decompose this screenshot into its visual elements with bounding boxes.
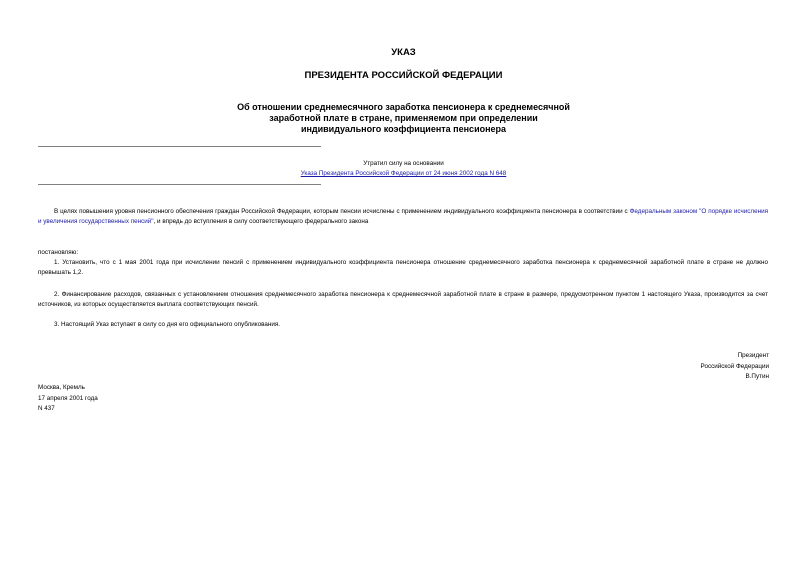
divider-bottom [38,184,321,185]
item-1: 1. Установить, что с 1 мая 2001 года при исчислении пенсий с применением индивидуального коэффициента пенсионера отношение среднемесячного заработка пенсионера к среднемесячной заработной плате в стране не должно превышать 1,2. [38,259,768,276]
preamble-text-end: , и впредь до вступления в силу соответствующего федерального закона [153,218,369,225]
signature-position: Президент [737,352,769,359]
divider-top [38,146,321,147]
document-title-line: Об отношении среднемесячного заработка пенсионера к среднемесячной [237,102,570,112]
repeal-decree-link[interactable]: Указа Президента Российской Федерации от 24 июня 2002 года N 648 [300,170,507,177]
decree-label: УКАЗ [391,47,416,58]
item-3: 3. Настоящий Указ вступает в силу со дня его официального опубликования. [54,321,281,328]
document-date: 17 апреля 2001 года [38,394,98,402]
place-city: Москва, Кремль [38,384,85,391]
document-title-line: заработной плате в стране, применяемом при определении [269,113,538,123]
preamble-paragraph [38,207,768,227]
document-title [0,102,807,135]
document-number: N 437 [38,405,55,412]
decree-word: постановляю: [38,249,79,256]
status-note: Утратил силу на основании [363,160,444,167]
issuer-title: ПРЕЗИДЕНТА РОССИЙСКОЙ ФЕДЕРАЦИИ [304,70,503,81]
signature-block [701,351,769,383]
signature-name: В.Путин [745,373,769,380]
signature-country: Российской Федерации [700,362,769,370]
item-2: 2. Финансирование расходов, связанных с установлением отношения среднемесячного заработка пенсионера к среднемесячной заработной плате в стране в размере, предусмотренном пунктом 1 настоящего Указа, производится за счет источников, из которых осуществляется выплата соответствующих пенсий. [38,291,768,308]
preamble-text: В целях повышения уровня пенсионного обеспечения граждан Российской Федерации, которым пенсии исчислены с применением индивидуального коэффициента пенсионера в соответствии с [54,208,630,215]
federal-law-link[interactable]: Федеральным законом "О порядке исчисления и увеличения государственных пенсий" [38,208,768,225]
place-date-block [38,383,98,415]
document-title-line: индивидуального коэффициента пенсионера [300,124,507,134]
